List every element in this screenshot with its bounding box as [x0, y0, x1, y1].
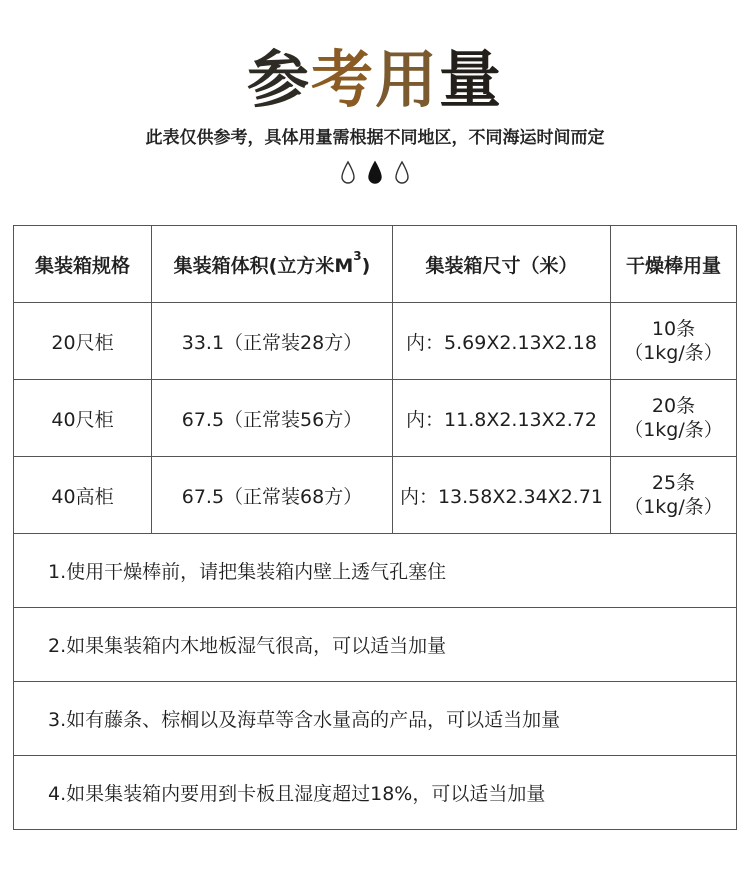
note-row: [14, 756, 737, 830]
header-volume-close: ): [361, 254, 371, 277]
header-size: 集装箱尺寸（米）: [393, 226, 611, 303]
drops-decoration: [0, 160, 750, 188]
cell-size: 内：13.58X2.34X2.71: [393, 457, 611, 534]
drop-filled-icon: [367, 160, 383, 186]
title-char-1: 参: [246, 43, 311, 116]
table-header-row: [14, 226, 737, 303]
cell-spec: 40尺柜: [14, 380, 152, 457]
note-row: [14, 682, 737, 756]
table-row: [14, 457, 737, 534]
cell-amount: [611, 303, 737, 380]
drop-outline-icon: [394, 160, 410, 186]
cell-spec: 20尺柜: [14, 303, 152, 380]
note-2: 2.如果集装箱内木地板湿气很高，可以适当加量: [14, 608, 737, 682]
title-char-3: 用: [375, 43, 440, 116]
drop-outline-icon: [340, 160, 356, 186]
title-char-4: 量: [439, 43, 504, 116]
note-row: [14, 534, 737, 608]
header-volume: [152, 226, 393, 303]
page-title: [0, 40, 750, 120]
cell-volume: 67.5（正常装56方）: [152, 380, 393, 457]
cell-size: 内：5.69X2.13X2.18: [393, 303, 611, 380]
amount-unit: （1kg/条）: [624, 342, 723, 364]
cell-amount: [611, 457, 737, 534]
cell-amount: [611, 380, 737, 457]
amount-value: 25条: [651, 472, 696, 494]
cell-volume: 33.1（正常装28方）: [152, 303, 393, 380]
note-1: 1.使用干燥棒前，请把集装箱内壁上透气孔塞住: [14, 534, 737, 608]
header-volume-superscript: 3: [353, 248, 362, 263]
cell-size: 内：11.8X2.13X2.72: [393, 380, 611, 457]
table-row: [14, 380, 737, 457]
table-row: [14, 303, 737, 380]
header-volume-label: 集装箱体积(立方米M: [173, 254, 354, 277]
cell-spec: 40高柜: [14, 457, 152, 534]
note-4: 4.如果集装箱内要用到卡板且湿度超过18%，可以适当加量: [14, 756, 737, 830]
note-3: 3.如有藤条、棕榈以及海草等含水量高的产品，可以适当加量: [14, 682, 737, 756]
spec-table: [13, 225, 737, 830]
subtitle: 此表仅供参考，具体用量需根据不同地区，不同海运时间而定: [145, 128, 605, 148]
cell-volume: 67.5（正常装68方）: [152, 457, 393, 534]
header-amount: 干燥棒用量: [611, 226, 737, 303]
note-row: [14, 608, 737, 682]
amount-unit: （1kg/条）: [624, 419, 723, 441]
amount-value: 20条: [651, 395, 696, 417]
title-char-2: 考: [310, 43, 375, 116]
amount-value: 10条: [651, 318, 696, 340]
amount-unit: （1kg/条）: [624, 496, 723, 518]
header-spec: 集装箱规格: [14, 226, 152, 303]
